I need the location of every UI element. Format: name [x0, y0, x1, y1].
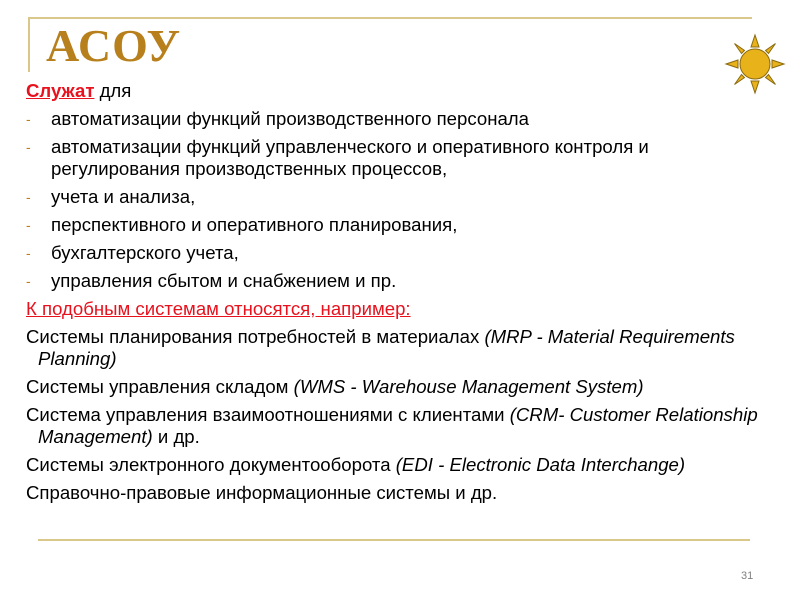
- top-rule: [28, 17, 752, 19]
- example-abbreviation: (CRM- Customer Relationship Management): [38, 404, 758, 447]
- bullet-text: автоматизации функций управленческого и оперативного контроля и регулирования производственных процессов,: [51, 136, 649, 179]
- example-abbreviation: (EDI - Electronic Data Interchange): [395, 454, 686, 475]
- top-rule-vertical: [28, 17, 30, 72]
- bullet-text: перспективного и оперативного планирования,: [51, 214, 458, 235]
- bullet-marker: -: [26, 139, 31, 155]
- bullet-item: [26, 242, 781, 264]
- example-text: Система управления взаимоотношениями с клиентами: [26, 404, 510, 425]
- example-item: [26, 482, 781, 504]
- bottom-rule: [38, 539, 750, 541]
- bullet-text: учета и анализа,: [51, 186, 196, 207]
- bullet-marker: -: [26, 273, 31, 289]
- example-abbreviation: (MRP - Material Requirements Planning): [38, 326, 735, 369]
- bullet-marker: -: [26, 217, 31, 233]
- example-abbreviation: (WMS - Warehouse Management System): [293, 376, 644, 397]
- example-item: [26, 404, 781, 448]
- bullet-item: [26, 270, 781, 292]
- bullet-list: [26, 108, 781, 292]
- bullet-marker: -: [26, 111, 31, 127]
- examples-heading: К подобным системам относятся, например:: [26, 298, 411, 319]
- example-text: Системы электронного документооборота: [26, 454, 396, 475]
- example-text: Системы управления складом: [26, 376, 294, 397]
- bullet-marker: -: [26, 245, 31, 261]
- bullet-item: [26, 186, 781, 208]
- intro-rest: для: [94, 80, 132, 101]
- example-text: Справочно-правовые информационные системы и др.: [26, 482, 498, 503]
- example-tail: и др.: [152, 426, 200, 447]
- bullet-item: [26, 108, 781, 130]
- bullet-text: управления сбытом и снабжением и пр.: [51, 270, 397, 291]
- bullet-text: бухгалтерского учета,: [51, 242, 239, 263]
- page-number: 31: [741, 570, 754, 582]
- slide-content: [26, 80, 781, 510]
- example-text: Системы планирования потребностей в материалах: [26, 326, 485, 347]
- example-item: [26, 376, 781, 398]
- example-item: [26, 326, 781, 370]
- bullet-item: [26, 214, 781, 236]
- slide-title: АСОУ: [46, 20, 182, 71]
- intro-keyword: Служат: [26, 80, 95, 101]
- bullet-text: автоматизации функций производственного персонала: [51, 108, 529, 129]
- examples-list: [26, 326, 781, 504]
- bullet-marker: -: [26, 189, 31, 205]
- example-item: [26, 454, 781, 476]
- bullet-item: [26, 136, 781, 180]
- intro-line: [26, 80, 781, 102]
